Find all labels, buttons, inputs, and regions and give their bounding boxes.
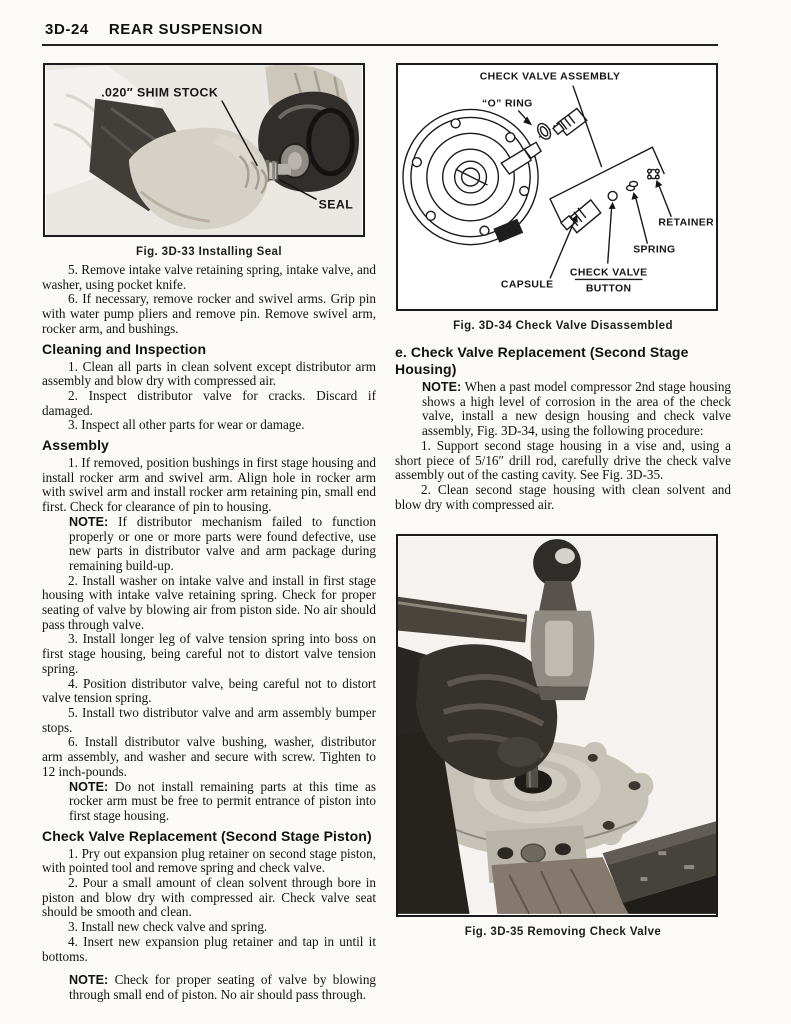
page-number: 3D-24 [45,21,89,38]
section-heading-assembly: Assembly [42,437,109,454]
step-paragraph: 3. Install longer leg of valve tension spring into boss on first stage housing, being careful not to distort valve tension spring. [42,631,376,676]
figure-3d-35 [396,534,718,917]
figure-3d-35-image [398,536,716,915]
note-text: If distributor mechanism failed to function properly or one or more parts were found defective, use new parts in distributor valve and arm package during remaining build-up. [69,513,376,573]
step-paragraph: 6. If necessary, remove rocker and swivel arms. Grip pin with water pump pliers and remove pin. Remove swivel arm, rocker arm, and bushings. [42,291,376,336]
section-heading-cleaning: Cleaning and Inspection [42,340,207,357]
step-paragraph: 2. Clean second stage housing with clean solvent and blow dry with compressed air. [395,481,731,512]
note-label: NOTE: [69,973,109,988]
step-paragraph: 1. Pry out expansion plug retainer on second stage piston, with pointed tool and remove spring and check valve. [42,845,376,876]
step-paragraph: 3. Inspect all other parts for wear or damage. [68,417,305,433]
retainer-part [648,169,660,179]
figure-3d-33-image [45,65,363,235]
figure-3d-34-image [398,65,716,309]
note-label: NOTE: [422,380,462,394]
label-capsule: CAPSULE [500,279,554,291]
step-paragraph: 5. Remove intake valve retaining spring, intake valve, and washer, using pocket knife. [42,262,376,292]
note-text: Do not install remaining parts at this time as rocker arm must be free to permit entrance of piston into first stage housing. [69,778,376,823]
note-text: Check for proper seating of valve by blowing through small end of piston. No air should pass through. [69,972,377,1002]
label-check-valve-button-1: CHECK VALVE [569,267,648,279]
label-retainer: RETAINER [658,217,715,229]
label-shim-stock: .020″ SHIM STOCK [101,85,219,100]
label-o-ring: “O” RING [481,98,533,110]
step-paragraph: 2. Install washer on intake valve and install in first stage housing with intake valve retaining spring. Check for proper seating of valve by blowing air from piston side. No air should pass through valve. [42,572,376,632]
figure-3d-35-caption: Fig. 3D-35 Removing Check Valve [464,926,662,939]
label-spring: SPRING [633,244,676,256]
note-paragraph [69,515,376,574]
step-paragraph: 1. Clean all parts in clean solvent except distributor arm assembly and blow dry with compressed air. [42,358,376,389]
label-check-valve-button-2: BUTTON [585,283,632,295]
step-paragraph: 3. Install new check valve and spring. [68,919,268,935]
step-paragraph: 2. Pour a small amount of clean solvent through bore in piston and blow dry with compressed air. Check valve seat should be smooth and clean. [42,875,376,920]
thumb [497,737,541,767]
label-check-valve-assembly: CHECK VALVE ASSEMBLY [479,71,621,83]
step-paragraph: 4. Insert new expansion plug retainer and tap in until it bottoms. [42,933,376,964]
right-text [395,344,731,512]
figure-3d-34-caption: Fig. 3D-34 Check Valve Disassembled [453,320,673,332]
step-paragraph: 4. Position distributor valve, being careful not to distort valve tension spring. [42,675,376,706]
step-paragraph: 2. Inspect distributor valve for cracks. Discard if damaged. [42,387,376,418]
note-paragraph [69,780,376,824]
check-valve-button-part [608,191,617,200]
label-seal: SEAL [318,197,354,212]
step-paragraph: 5. Install two distributor valve and arm assembly bumper stops. [42,704,376,735]
note-paragraph [422,380,731,439]
figure-3d-33 [43,63,365,237]
note-label: NOTE: [69,779,109,794]
right-column [395,63,731,938]
header-rule [42,44,718,46]
left-text [42,263,376,1003]
note-paragraph [69,973,376,1002]
page-title: REAR SUSPENSION [108,21,263,38]
section-heading-check-valve-piston: Check Valve Replacement (Second Stage Piston) [42,827,372,844]
note-label: NOTE: [69,514,109,529]
figure-3d-34 [396,63,718,311]
step-paragraph: 1. Support second stage housing in a vise and, using a short piece of 5/16″ drill rod, carefully drive the check valve assembly out of the casting cavity. See Fig. 3D-35. [395,437,731,483]
figure-3d-33-caption: Fig. 3D-33 Installing Seal [136,246,282,258]
page-header [45,21,263,38]
note-text: When a past model compressor 2nd stage housing shows a high level of corrosion in the area of the check valve, install a new design housing and check valve assembly, Fig. 3D-34, using the following procedure: [422,379,732,439]
step-paragraph: 6. Install distributor valve bushing, washer, distributor arm assembly, and washer and secure with screw. Tighten to 12 inch-pounds. [42,734,376,779]
step-paragraph: 1. If removed, position bushings in first stage housing and install rocker arm and swivel arm. Align hole in rocker arm with swivel arm and install rocker arm retaining pin, small end first. Check for clearance of pin to housing. [42,455,376,515]
section-heading-check-valve-housing: e. Check Valve Replacement (Second Stage Housing) [395,344,689,377]
left-column [42,63,376,1003]
